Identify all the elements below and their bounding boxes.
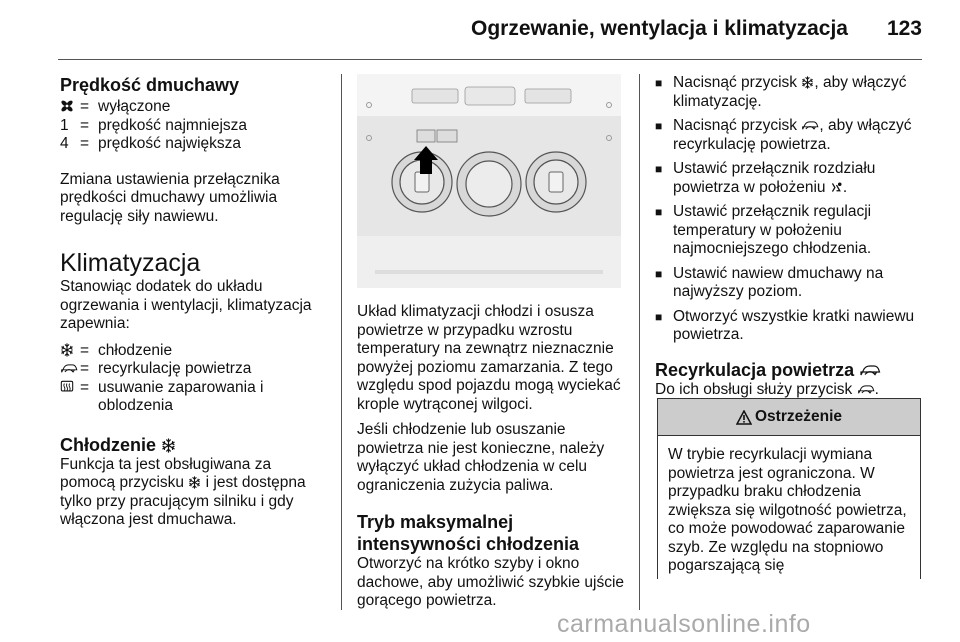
warning-triangle-icon [736,410,752,425]
ac-title: Klimatyzacja [60,249,201,277]
header-rule [58,59,922,60]
recirculation-icon [60,363,78,375]
recirculation-text: Do ich obsługi służy przycisk . [655,380,879,398]
list-item: ■ Ustawić przełącznik rozdziału powietrza w położeniu . [655,160,876,196]
column-divider-1 [341,74,342,610]
fan-speed-text: Zmiana ustawienia przełącznika prędkości dmuchawy umożliwia regulację siły nawiewu. [60,170,280,225]
watermark: carmanualsonline.info [557,610,811,638]
ac-intro: Stanowiąc dodatek do układu ogrzewania i wentylacji, klimatyzacja zapewnia: [60,278,312,332]
column-2 [357,303,625,611]
page-header [0,0,960,62]
fan-off-icon [60,99,74,113]
vent-icon [830,181,843,194]
ac-control-panel-figure [357,74,621,288]
ac-description: Układ klimatyzacji chłodzi i osusza powietrze w przypadku wzrostu temperatury na zewnątrz nieznacznie powyżej poziomu zamarzania. Z tego względu spod pojazdu mogą wyciekać krople wytrąconej wilgoci. [357,303,621,413]
definition-row: 1 = prędkość najmniejsza [60,116,248,134]
column-divider-2 [639,74,640,610]
fan-off-key [60,98,80,117]
list-item: ■ Ustawić przełącznik regulacji temperatury w położeniu najmocniejszego chłodzenia. [655,203,872,257]
definition-row: = chłodzenie [60,342,328,361]
recirculation-icon [801,120,819,132]
column-3 [655,74,923,399]
defog-icon [60,380,74,394]
recirculation-title: Recyrkulacja powietrza [655,359,923,381]
snowflake-icon [801,76,814,89]
warning-header [658,399,920,436]
column-1 [60,74,328,530]
recirculation-icon [859,364,881,378]
cooling-text: Funkcja ta jest obsługiwana za pomocą przycisku i jest dostępna tylko przy pracującym silniku i gdy włączona jest dmuchawa. [60,455,306,528]
warning-text: W trybie recyrkulacji wymiana powietrza jest ograniczona. W przypadku braku chłodzenia zwiększa się wilgotność powietrza, co może powodować zaparowanie szyb. Ze względu na stopniowo pogarszającą się [668,446,907,574]
list-item: ■ Ustawić nawiew dmuchawy na najwyższy poziom. [655,264,884,300]
snowflake-icon [188,476,201,489]
max-cooling-steps [655,74,923,345]
definition-row: = usuwanie zaparowania i oblodzenia [60,379,328,416]
warning-title: Ostrzeżenie [754,408,842,425]
definition-row: 4 = prędkość największa [60,135,242,152]
definition-row: = wyłączone [60,98,328,117]
header-title: Ogrzewanie, wentylacja i klimatyzacja [470,17,848,40]
ac-definitions [60,342,328,416]
fan-speed-title: Prędkość dmuchawy [60,75,240,95]
max-cooling-title: Tryb maksymalnej intensywności chłodzenia [357,512,580,554]
fan-speed-definitions [60,98,328,154]
recirculation-icon [857,384,875,396]
list-item: ■ Nacisnąć przycisk , aby włączyć klimatyzację. [655,74,907,110]
warning-box [657,398,921,579]
page-number: 123 [886,17,922,40]
definition-row: = recyrkulację powietrza [60,360,328,379]
list-item: ■ Nacisnąć przycisk , aby włączyć recyrkulację powietrza. [655,117,912,153]
snowflake-icon [161,438,176,453]
list-item: ■ Otworzyć wszystkie kratki nawiewu powietrza. [655,307,915,343]
ac-disable-note: Jeśli chłodzenie lub osuszanie powietrza nie jest konieczne, należy wyłączyć układ chłodzenia w celu ograniczenia zużycia paliwa. [357,421,605,494]
max-cooling-text: Otworzyć na krótko szyby i okno dachowe, aby umożliwić szybkie ujście gorącego powietrza. [357,555,625,609]
snowflake-icon [60,343,74,357]
cooling-title: Chłodzenie [60,434,328,456]
